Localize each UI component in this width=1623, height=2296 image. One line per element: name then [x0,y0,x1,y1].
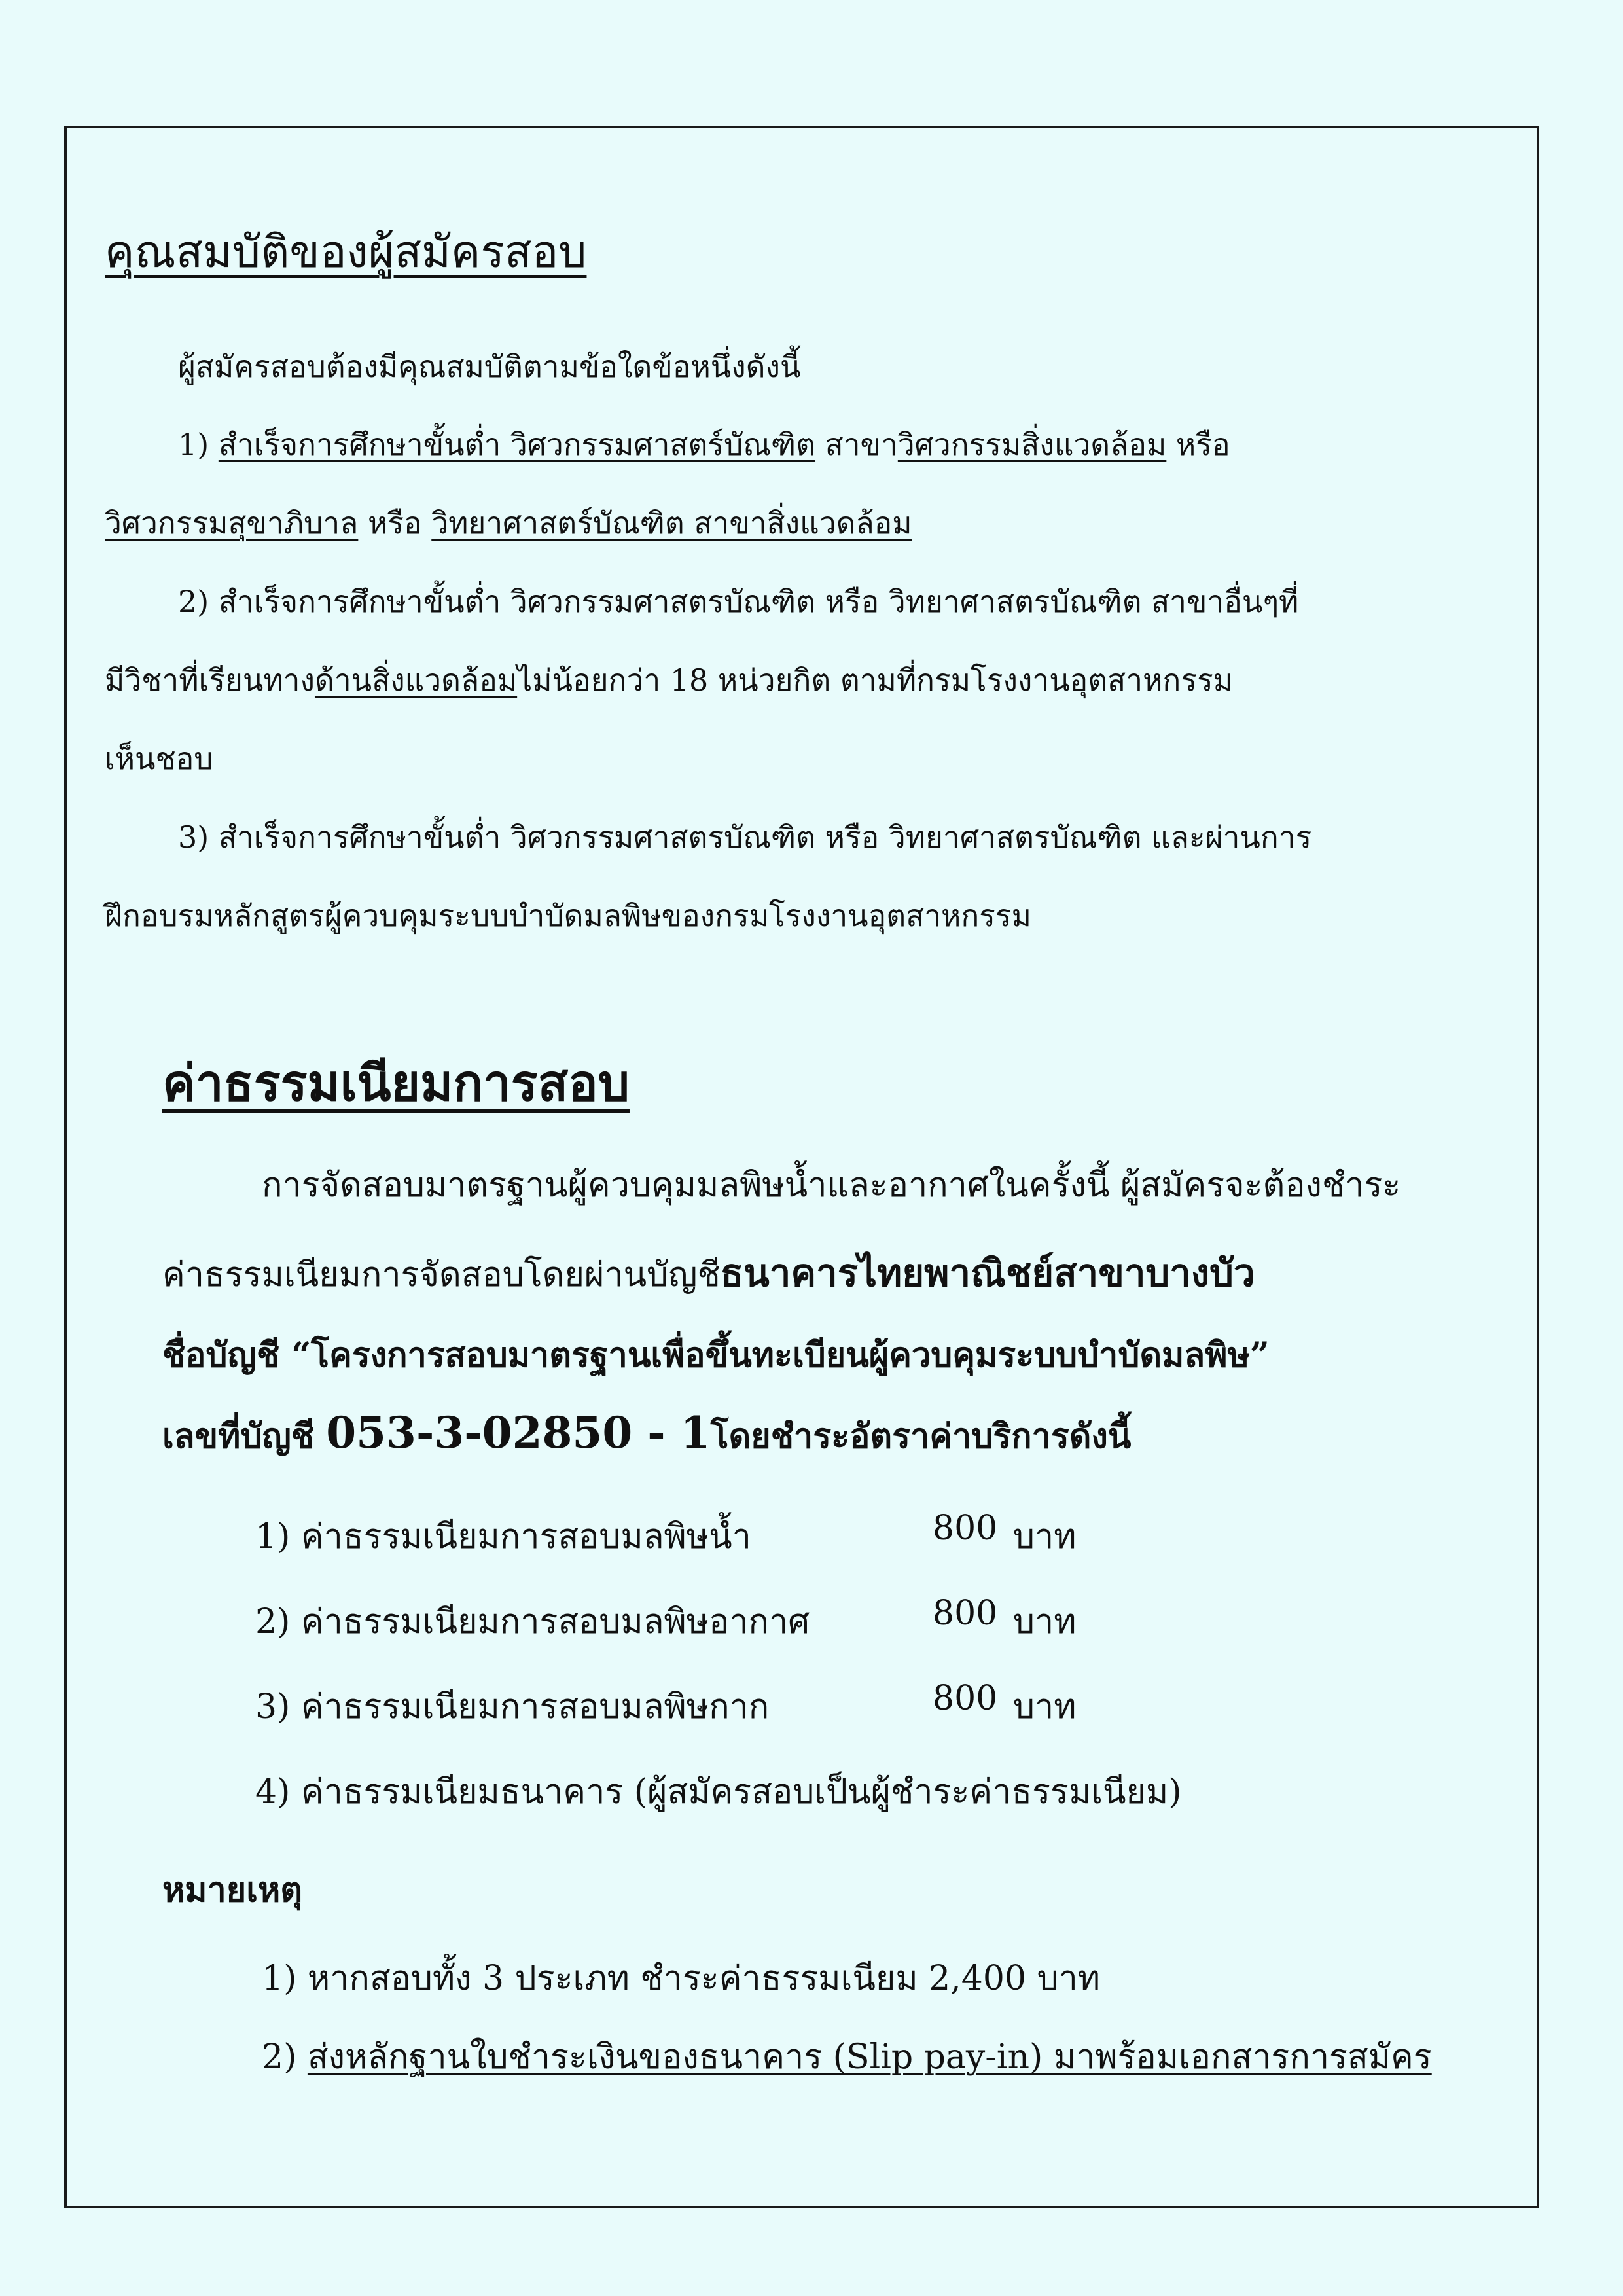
fees-heading: ค่าธรรมเนียมการสอบ [162,1054,630,1112]
qualifications-intro: ผู้สมัครสอบต้องมีคุณสมบัติตามข้อใดข้อหนึ่งดังนี้ [178,349,801,384]
qualification-2-line-1: 2) สำเร็จการศึกษาขั้นต่ำ วิศวกรรมศาสตรบัณฑิต หรือ วิทยาศาสตรบัณฑิต สาขาอื่นๆที่ [178,584,1299,619]
note-2-text: ส่งหลักฐานใบชำระเงินของธนาคาร (Slip pay-in) มาพร้อมเอกสารการสมัคร [307,2037,1432,2077]
fees-paragraph-line-2 [162,1242,1255,1303]
fees-payment-method: ค่าธรรมเนียมการจัดสอบโดยผ่านบัญชี [162,1255,721,1295]
qualifications-heading: คุณสมบัติของผู้สมัครสอบ [105,226,587,278]
qualification-1-degree: สำเร็จการศึกษาขั้นต่ำ วิศวกรรมศาสตร์บัณฑิต [218,427,816,462]
qualification-1-line-1 [178,421,1230,469]
qualification-1-branch-label: สาขา [815,427,898,462]
qualification-1-environmental-engineering: วิศวกรรมสิ่งแวดล้อม [897,427,1167,462]
fee-item-3-unit: บาท [1013,1687,1077,1727]
note-2 [262,2029,1432,2083]
qualification-1-number: 1) [178,427,219,462]
qualification-2-credits: ไม่น้อยกว่า 18 หน่วยกิต ตามที่กรมโรงงานอุตสาหกรรม [517,662,1233,698]
fee-item-1-unit: บาท [1013,1517,1077,1556]
qualification-1-line-2 [105,499,912,547]
account-number-label: เลขที่บัญชี [162,1416,327,1456]
qualification-3-line-2: ฝึกอบรมหลักสูตรผู้ควบคุมระบบบำบัดมลพิษของกรมโรงงานอุตสาหกรรม [105,898,1031,933]
qualification-2-environment: ด้านสิ่งแวดล้อม [314,662,518,698]
note-2-number: 2) [262,2037,308,2077]
fees-paragraph-line-1: การจัดสอบมาตรฐานผู้ควบคุมมลพิษน้ำและอากาศในครั้งนี้ ผู้สมัครจะต้องชำระ [262,1166,1401,1205]
note-heading: หมายเหตุ [162,1870,303,1910]
qualification-1-science-degree: วิทยาศาสตร์บัณฑิต สาขาสิ่งแวดล้อม [431,505,912,541]
fee-item-3-label: 3) ค่าธรรมเนียมการสอบมลพิษกาก [255,1687,770,1727]
qualification-2-line-3: เห็นชอบ [105,741,213,776]
qualification-1-or: หรือ [1166,427,1230,462]
fee-item-2-unit: บาท [1013,1602,1077,1641]
account-rate-text: โดยชำระอัตราค่าบริการดังนี้ [710,1416,1132,1456]
qualification-3-line-1: 3) สำเร็จการศึกษาขั้นต่ำ วิศวกรรมศาสตรบัณฑิต หรือ วิทยาศาสตรบัณฑิต และผ่านการ [178,819,1312,855]
account-name: ชื่อบัญชี “โครงการสอบมาตรฐานเพื่อขึ้นทะเบียนผู้ควบคุมระบบบำบัดมลพิษ” [162,1335,1270,1375]
qualification-2-subjects: มีวิชาที่เรียนทาง [105,662,315,698]
fee-item-3-amount: 800 [933,1679,998,1718]
qualification-1-sanitary-engineering: วิศวกรรมสุขาภิบาล [105,505,359,541]
fee-item-2-amount: 800 [933,1594,998,1633]
qualification-2-line-2 [105,656,1233,704]
fee-item-1-amount: 800 [933,1509,998,1548]
bank-name: ธนาคารไทยพาณิชย์สาขาบางบัว [720,1251,1255,1295]
fee-item-2-label: 2) ค่าธรรมเนียมการสอบมลพิษอากาศ [255,1602,810,1641]
account-number-line [162,1407,1131,1463]
qualification-1-or-2: หรือ [358,505,432,541]
account-number: 053-3-02850 - 1 [326,1407,711,1458]
fee-item-1-label: 1) ค่าธรรมเนียมการสอบมลพิษน้ำ [255,1517,751,1556]
fee-item-4: 4) ค่าธรรมเนียมธนาคาร (ผู้สมัครสอบเป็นผู้ชำระค่าธรรมเนียม) [255,1772,1182,1812]
note-1: 1) หากสอบทั้ง 3 ประเภท ชำระค่าธรรมเนียม 2,400 บาท [262,1959,1101,1998]
